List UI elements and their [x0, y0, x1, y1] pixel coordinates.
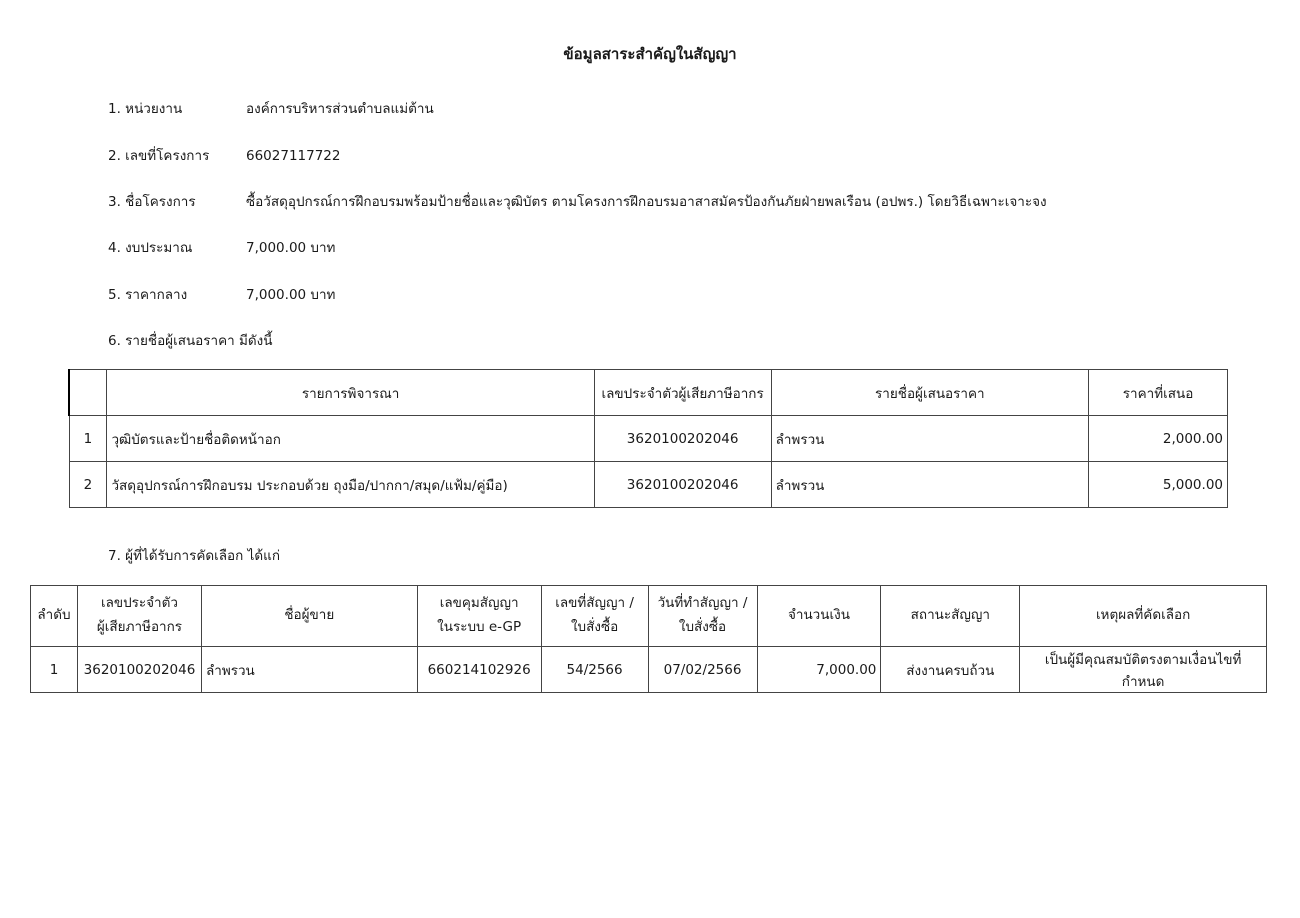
table-row: [31, 647, 1267, 693]
cell-contract-date: 07/02/2566: [648, 647, 757, 693]
header-cell-status: สถานะสัญญา: [881, 586, 1020, 647]
info-label: 2. เลขที่โครงการ: [108, 148, 210, 164]
header-cell-control-number: เลขคุมสัญญา ในระบบ e-GP: [417, 586, 541, 647]
info-row-budget: [108, 236, 335, 258]
header-cell-reason: เหตุผลที่คัดเลือก: [1020, 586, 1267, 647]
cell-bidder: ลำพรวน: [771, 416, 1089, 462]
info-row-project-number: [108, 144, 340, 166]
cell-amount: 7,000.00: [757, 647, 881, 693]
header-cell-tax-id: เลขประจำตัว ผู้เสียภาษีอากร: [77, 586, 201, 647]
bidders-table: [68, 369, 1228, 508]
info-value: องค์การบริหารส่วนตำบลแม่ต้าน: [246, 101, 434, 117]
info-label: 3. ชื่อโครงการ: [108, 194, 196, 210]
info-label: 5. ราคากลาง: [108, 287, 188, 303]
cell-index: 2: [69, 462, 107, 508]
cell-contract-number: 54/2566: [541, 647, 648, 693]
header-cell-index: [69, 370, 107, 416]
info-value: 66027117722: [246, 148, 341, 164]
document-title: ข้อมูลสาระสำคัญในสัญญา: [563, 45, 737, 63]
header-cell-order: ลำดับ: [31, 586, 78, 647]
selected-table: [30, 585, 1267, 693]
table-header-row: [31, 586, 1267, 647]
selected-heading: 7. ผู้ที่ได้รับการคัดเลือก ได้แก่: [108, 548, 281, 564]
cell-status: ส่งงานครบถ้วน: [881, 647, 1020, 693]
info-label: 4. งบประมาณ: [108, 240, 193, 256]
header-cell-seller: ชื่อผู้ขาย: [201, 586, 417, 647]
cell-reason: เป็นผู้มีคุณสมบัติตรงตามเงื่อนไขที่กำหนด: [1020, 647, 1267, 693]
cell-seller: ลำพรวน: [201, 647, 417, 693]
cell-item: วุฒิบัตรและป้ายชื่อติดหน้าอก: [107, 416, 594, 462]
cell-bidder: ลำพรวน: [771, 462, 1089, 508]
cell-tax-id: 3620100202046: [77, 647, 201, 693]
info-value: 7,000.00 บาท: [246, 287, 336, 303]
info-label: 1. หน่วยงาน: [108, 101, 183, 117]
header-cell-contract-number: เลขที่สัญญา / ใบสั่งซื้อ: [541, 586, 648, 647]
info-row-project-name: [108, 190, 1047, 212]
cell-index: 1: [69, 416, 107, 462]
table-row: [69, 462, 1228, 508]
info-value: 7,000.00 บาท: [246, 240, 336, 256]
header-cell-item: รายการพิจารณา: [107, 370, 594, 416]
bidders-heading: 6. รายชื่อผู้เสนอราคา มีดังนี้: [108, 333, 273, 349]
header-cell-contract-date: วันที่ทำสัญญา / ใบสั่งซื้อ: [648, 586, 757, 647]
cell-order: 1: [31, 647, 78, 693]
cell-control-number: 660214102926: [417, 647, 541, 693]
info-row-agency: [108, 97, 434, 119]
info-value: ซื้อวัสดุอุปกรณ์การฝึกอบรมพร้อมป้ายชื่อและวุฒิบัตร ตามโครงการฝึกอบรมอาสาสมัครป้องกันภัยฝ่ายพลเรือน (อปพร.) โดยวิธีเฉพาะเจาะจง: [246, 194, 1047, 210]
info-row-median-price: [108, 283, 335, 305]
table-row: [69, 416, 1228, 462]
cell-tax-id: 3620100202046: [594, 416, 771, 462]
table-header-row: [69, 370, 1228, 416]
cell-price: 5,000.00: [1089, 462, 1228, 508]
cell-price: 2,000.00: [1089, 416, 1228, 462]
header-cell-amount: จำนวนเงิน: [757, 586, 881, 647]
cell-item: วัสดุอุปกรณ์การฝึกอบรม ประกอบด้วย ถุงมือ/ปากกา/สมุด/แฟ้ม/คู่มือ): [107, 462, 594, 508]
cell-tax-id: 3620100202046: [594, 462, 771, 508]
header-cell-price: ราคาที่เสนอ: [1089, 370, 1228, 416]
header-cell-tax-id: เลขประจำตัวผู้เสียภาษีอากร: [594, 370, 771, 416]
header-cell-bidder: รายชื่อผู้เสนอราคา: [771, 370, 1089, 416]
